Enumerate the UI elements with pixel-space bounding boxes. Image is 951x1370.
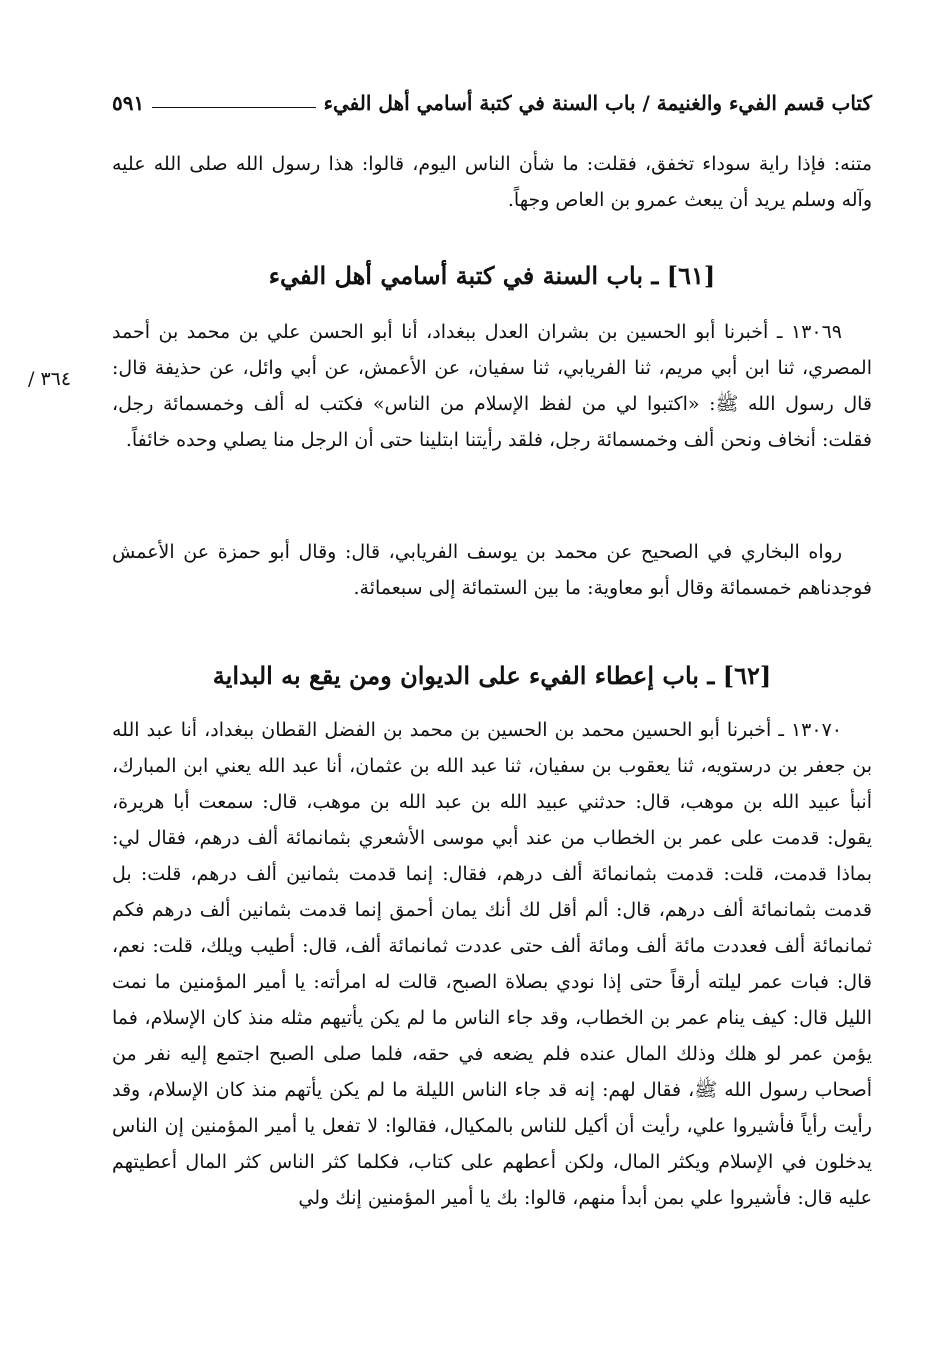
bukhari-note (112, 534, 872, 606)
continuation-text: متنه: فإذا راية سوداء تخفق، فقلت: ما شأن الناس اليوم، قالوا: هذا رسول الله صلى الله عليه وآله وسلم يريد أن يبعث عمرو بن العاص وجهاً. (112, 153, 872, 211)
bukhari-note-text: رواه البخاري في الصحيح عن محمد بن يوسف الفريابي، قال: وقال أبو حمزة عن الأعمش فوجدناهم خمسمائة وقال أبو معاوية: ما بين الستمائة إلى سبعمائة. (112, 541, 872, 599)
chapter-62-title: [٦٢] ـ باب إعطاء الفيء على الديوان ومن يقع به البداية (212, 661, 772, 690)
margin-volume-reference: ٣٦٤ / (28, 368, 72, 390)
header-rule (152, 107, 315, 108)
continuation-paragraph (112, 146, 872, 218)
chapter-61-title: [٦١] ـ باب السنة في كتبة أسامي أهل الفيء (268, 261, 716, 290)
hadith-13070-text: ١٣٠٧٠ ـ أخبرنا أبو الحسين محمد بن الحسين بن محمد بن الفضل القطان ببغداد، أنا عبد الله بن جعفر بن درستويه، ثنا يعقوب بن سفيان، ثنا عبد الله بن عثمان، أنا عبد الله يعني ابن المبارك، أنبأ عبيد الله بن موهب، قال: حدثني عبيد الله بن عبد الله بن موهب، قال: سمعت أبا هريرة، يقول: قدمت على عمر بن الخطاب من عند أبي موسى الأشعري بثمانمائة ألف درهم، فقال لي: بماذا قدمت، قلت: قدمت بثمانمائة ألف درهم، فقال: إنما قدمت بثمانين ألف درهم، قلت: بل قدمت بثمانمائة ألف درهم، قال: ألم أقل لك أنك يمان أحمق إنما قدمت بثمانين ألف درهم فكم ثمانمائة ألف فعددت مائة ألف ومائة ألف حتى عددت ثمانمائة ألف، قال: أطيب ويلك، قلت: نعم، قال: فبات عمر ليلته أرقاً حتى إذا نودي بصلاة الصبح، قالت له امرأته: يا أمير المؤمنين ما نمت الليل قال: كيف ينام عمر بن الخطاب، وقد جاء الناس ما لم يكن يأتيهم مثله منذ كان الإسلام، فما يؤمن عمر لو هلك وذلك المال عنده فلم يضعه في حقه، فلما صلى الصبح اجتمع إليه نفر من أصحاب رسول الله ﷺ، فقال لهم: إنه قد جاء الناس الليلة ما لم يكن يأتهم منذ كان الإسلام، وقد رأيت رأياً فأشيروا علي، رأيت أن أكيل للناس بالمكيال، فقالوا: لا تفعل يا أمير المؤمنين إن الناس يدخلون في الإسلام ويكثر المال، ولكن أعطهم على كتاب، فكلما كثر الناس كثر المال أعطيتهم عليه قال: فأشيروا علي بمن أبدأ منهم، قالوا: بك يا أمير المؤمنين إنك ولي (112, 719, 872, 1209)
running-header (112, 86, 872, 120)
hadith-13070 (112, 712, 872, 1216)
running-title: كتاب قسم الفيء والغنيمة / باب السنة في كتبة أسامي أهل الفيء (323, 91, 872, 115)
hadith-13069 (112, 314, 872, 458)
page-number: ٥٩١ (112, 91, 145, 115)
hadith-13069-text: ١٣٠٦٩ ـ أخبرنا أبو الحسين بن بشران العدل ببغداد، أنا أبو الحسن علي بن محمد بن أحمد المصري، ثنا ابن أبي مريم، ثنا الفريابي، ثنا سفيان، عن الأعمش، عن أبي وائل، عن حذيفة قال: قال رسول الله ﷺ: «اكتبوا لي من لفظ الإسلام من الناس» فكتب له ألف وخمسمائة رجل، فقلت: أنخاف ونحن ألف وخمسمائة رجل، فلقد رأيتنا ابتلينا حتى أن الرجل منا يصلي وحده خائفاً. (112, 321, 872, 451)
